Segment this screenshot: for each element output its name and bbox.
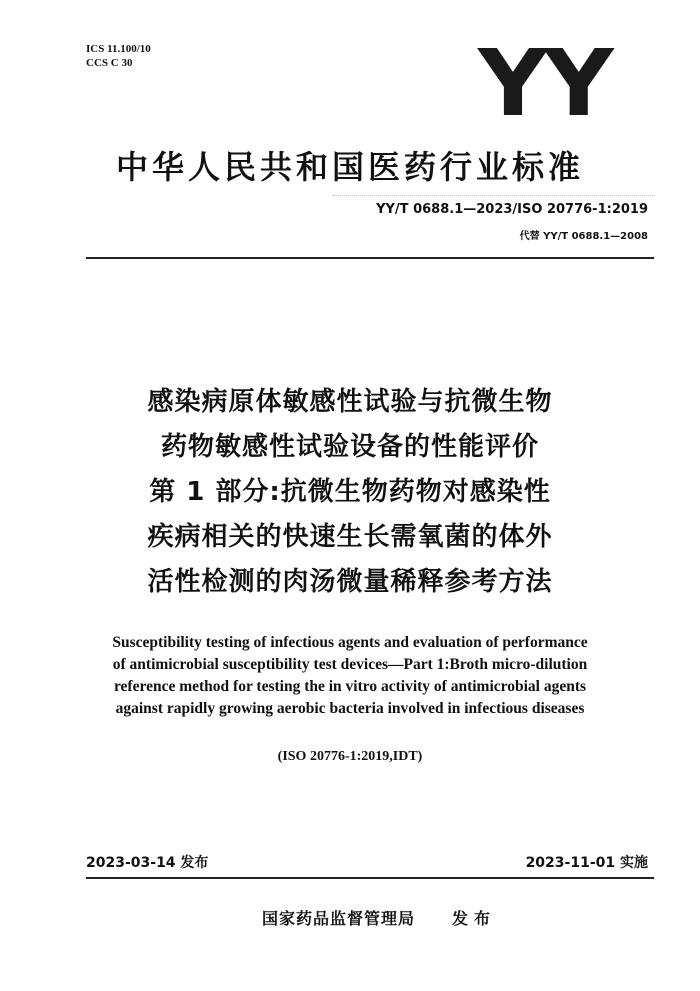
english-title-line: against rapidly growing aerobic bacteria involved in infectious diseases: [115, 700, 585, 717]
chinese-title-line: 活性检测的肉汤微量稀释参考方法: [147, 567, 553, 597]
ccs-code: CCS C 30: [86, 57, 133, 69]
chinese-title-line: 感染病原体敏感性试验与抗微生物: [147, 387, 553, 417]
classification-codes: [86, 42, 151, 70]
chinese-title-line: 药物敏感性试验设备的性能评价: [160, 432, 539, 462]
header-rule: [86, 257, 654, 259]
replaces-standard: 代替 YY/T 0688.1—2008: [519, 231, 648, 242]
organization-title: 中华人民共和国医药行业标准: [115, 148, 584, 186]
chinese-title: [0, 380, 700, 605]
chinese-title-line: 疾病相关的快速生长需氧菌的体外: [147, 522, 553, 552]
english-title: [0, 632, 700, 720]
standard-number: YY/T 0688.1—2023/ISO 20776-1:2019: [376, 202, 648, 217]
english-title-line: reference method for testing the in vitro activity of antimicrobial agents: [113, 678, 587, 695]
issue-date: 2023-03-14 发布: [86, 855, 209, 871]
standard-logo: YY: [478, 30, 610, 137]
dotted-divider: [333, 195, 653, 196]
issuing-authority: 国家药品监督管理局: [262, 909, 416, 928]
english-title-line: of antimicrobial susceptibility test devices—Part 1:Broth micro-dilution: [112, 656, 588, 673]
iso-reference: (ISO 20776-1:2019,IDT): [277, 749, 423, 764]
footer-rule: [86, 877, 654, 879]
english-title-line: Susceptibility testing of infectious agents and evaluation of performance: [112, 634, 588, 651]
implementation-date: 2023-11-01 实施: [525, 855, 648, 871]
chinese-title-line: 第 1 部分:抗微生物药物对感染性: [149, 477, 551, 507]
ics-code: ICS 11.100/10: [86, 43, 151, 55]
publish-label: 发布: [452, 909, 497, 928]
